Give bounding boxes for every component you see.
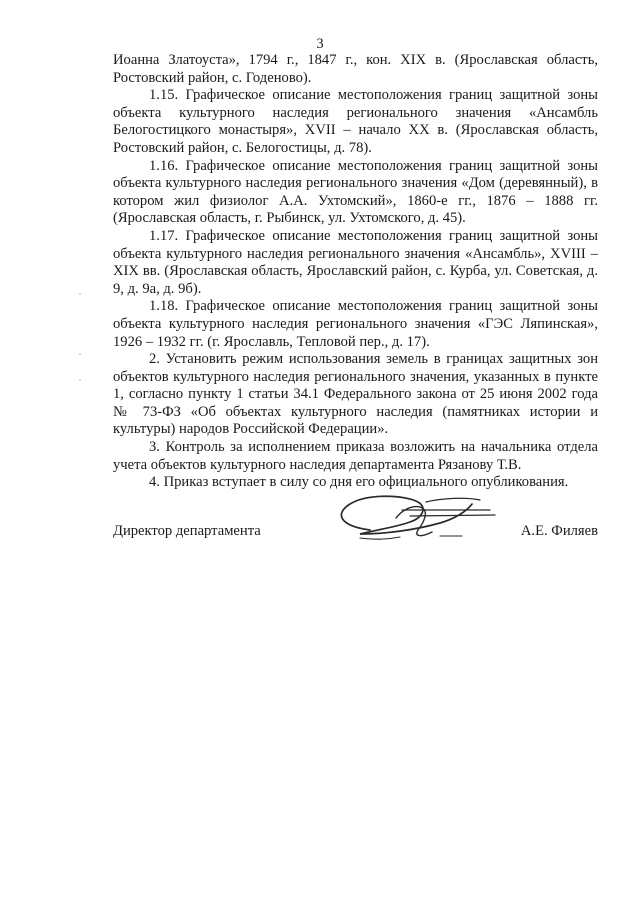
paragraph-item-4: 4. Приказ вступает в силу со дня его официального опубликования. — [149, 474, 569, 491]
paragraph-continuation: Иоанна Златоуста», 1794 г., 1847 г., кон. XIX в. (Ярославская область, Ростовский район, с. Годеново). — [113, 52, 598, 86]
signer-name: А.Е. Филяев — [520, 523, 598, 539]
paragraph-item-1-15: 1.15. Графическое описание местоположения границ защитной зоны объекта культурного наследия регионального значения «Ансамбль Белогостицкого монастыря», XVII – начало XX в. (Ярославская область, Ростовский район, с. Белогостицы, д. 78). — [113, 87, 598, 156]
document-body — [113, 52, 598, 492]
signer-title: Директор департамента — [113, 523, 261, 539]
margin-scan-marks — [78, 292, 82, 382]
paragraph-item-1-18: 1.18. Графическое описание местоположения границ защитной зоны объекта культурного наследия регионального значения «ГЭС Ляпинская», 1926 – 1932 гг. (г. Ярославль, Тепловой пер., д. 17). — [113, 298, 598, 350]
signature-block — [113, 518, 598, 548]
paragraph-item-3: 3. Контроль за исполнением приказа возложить на начальника отдела учета объектов культурного наследия департамента Рязанову Т.В. — [113, 439, 598, 473]
paragraph-item-1-17: 1.17. Графическое описание местоположения границ защитной зоны объекта культурного наследия регионального значения «Ансамбль», XVIII – XIX вв. (Ярославская область, Ярославский район, с. Курба, ул. Советская, д. 9, д. 9а, д. 9б). — [113, 227, 598, 297]
paragraph-item-2: 2. Установить режим использования земель в границах защитных зон объектов культурного наследия регионального значения, указанных в пункте 1, согласно пункту 1 статьи 34.1 Федерального закона от 25 июня 2002 года № 73-ФЗ «Об объектах культурного наследия (памятниках истории и культуры) народов Российской Федерации». — [113, 351, 598, 438]
page-number: 3 — [316, 36, 324, 52]
paragraph-item-1-16: 1.16. Графическое описание местоположения границ защитной зоны объекта культурного наследия регионального значения «Дом (деревянный), в котором жил физиолог А.А. Ухтомский», 1860-е гг., 1876 – 1888 гг. (Ярославская область, г. Рыбинск, ул. Ухтомского, д. 45). — [113, 157, 598, 227]
